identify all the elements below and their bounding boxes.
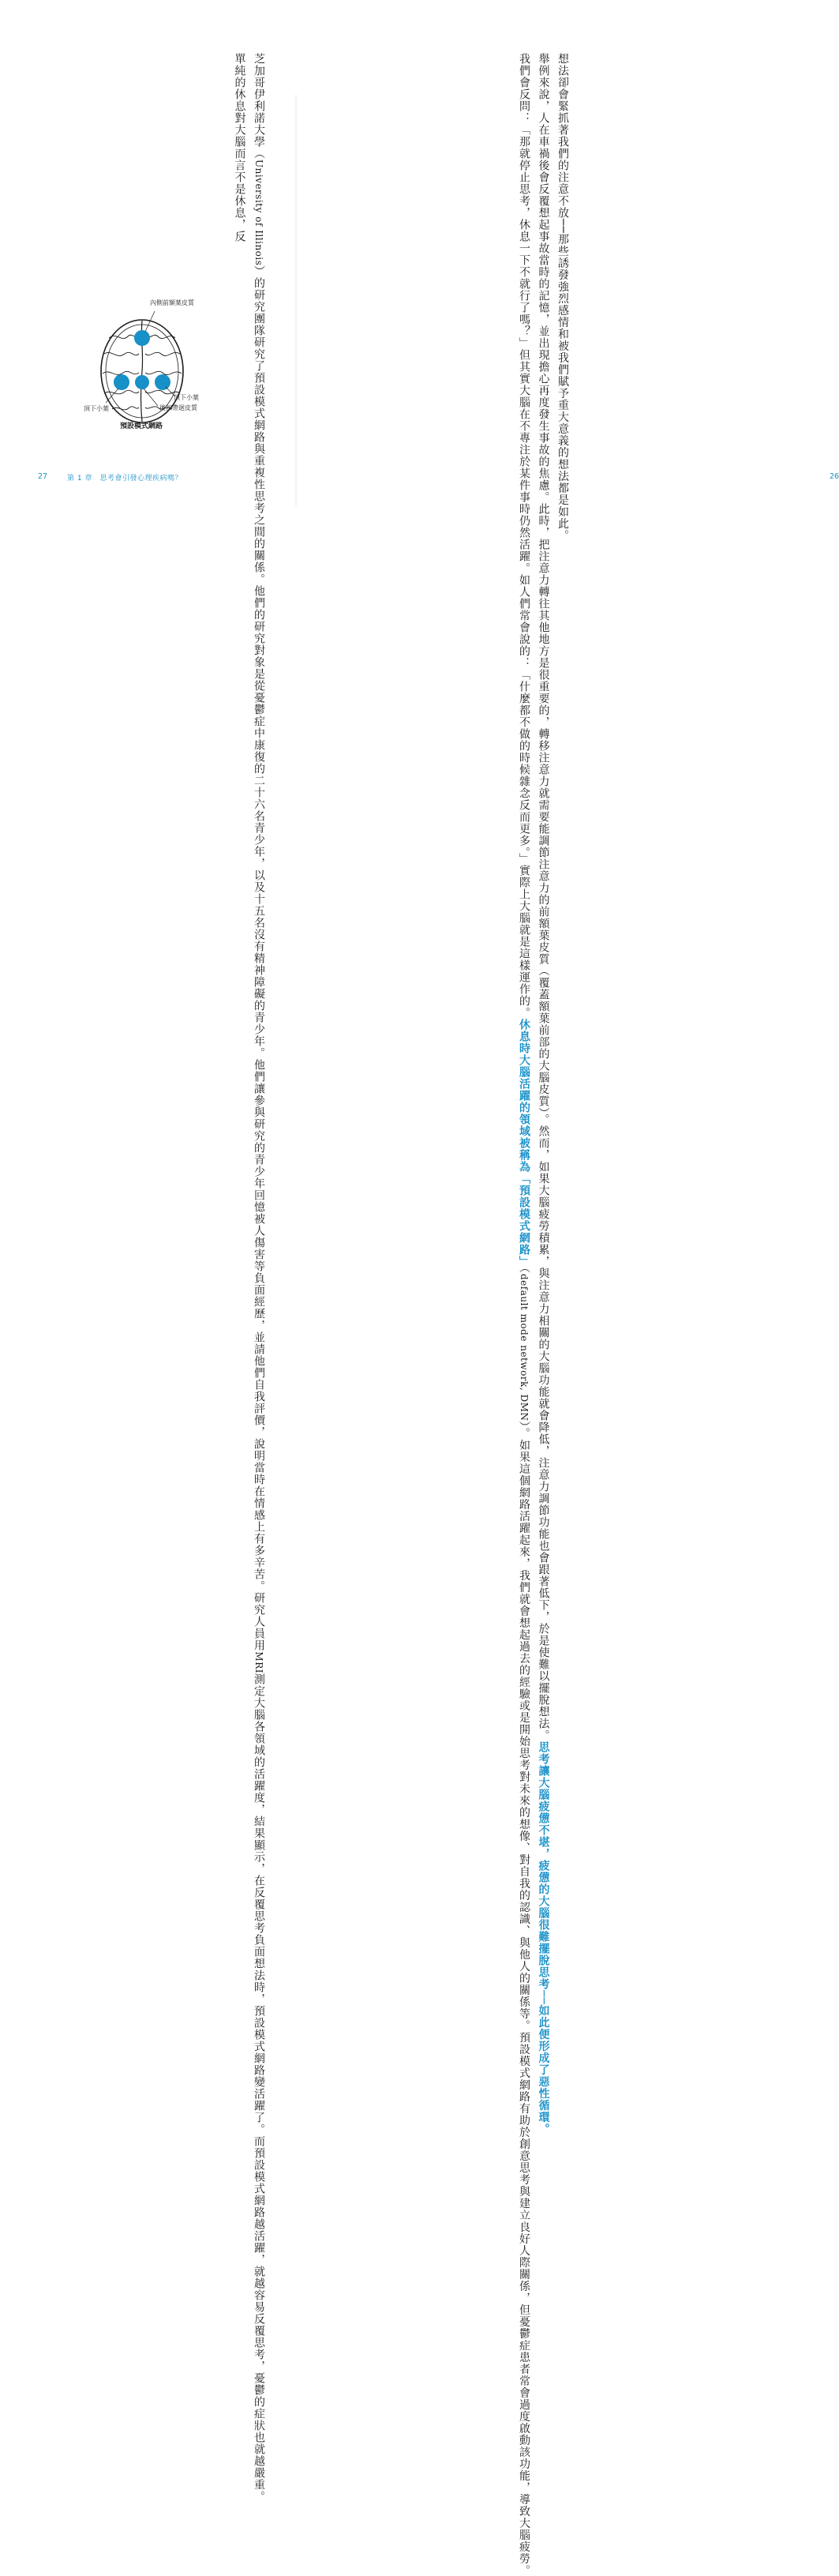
gyrus-line: [145, 371, 182, 374]
paragraph: [249, 41, 269, 2503]
body-text: 舉例來說，人在車禍後會反覆想起事故當時的記憶，並出現擔心再度發生事故的焦慮。此時，把注意力轉往其他地方是很重要的，轉移注意力就需要能調節注意力的前額葉皮質（覆蓋額葉前部的大腦皮質）。然而，如果大腦疲勞積累，與注意力相關的大腦功能就會降低，注意力調節功能也會跟著低下，於是使難以擺脫想法。: [537, 53, 550, 1741]
gyrus-line: [104, 352, 139, 355]
body-text: ）的研究團隊研究了預設模式網路與重複性思考之間的關係。他們的研究對象是從憂鬱症中康復的二十六名青少年，以及十五名沒有精神障礙的青少年。他們讓參與研究的青少年回憶被人傷害等負面經歷，並請他們自我評價，說明當時在情感上有多辛苦。研究人員用: [253, 265, 265, 1652]
body-text: ）。如果這個網路活躍起來，我們就會想起過去的經驗或是開始思考對未來的想像、對自我的認識、與他人的關係等。預設模式網路有助於創意思考與建立良好人際關係，但憂鬱症患者常會過度啟動該功能，導致大腦疲勞。: [518, 1421, 530, 2576]
highlighted-text: 休息時大腦活躍的領域被稱為「預設模式網路」: [518, 1019, 530, 1267]
body-text: （: [518, 1267, 530, 1274]
highlighted-text: 思考讓大腦疲憊不堪，疲憊的大腦很難擺脫思考──如此便形成了惡性循環。: [537, 1741, 550, 2135]
medial-prefrontal-region: [134, 330, 150, 346]
label-inferior-parietal-right: 頂下小葉: [174, 394, 199, 401]
gyrus-line: [145, 352, 180, 355]
label-posterior-cingulate: 後扣帶迴皮質: [159, 404, 197, 411]
page-number-right: 26: [830, 472, 839, 481]
default-mode-network-figure: [84, 299, 217, 433]
right-page: [296, 0, 839, 2576]
body-text: 單純的休息對大腦而言不是休息，反: [233, 53, 246, 242]
brain-diagram: [87, 314, 217, 433]
label-medial-prefrontal: 內側前額葉皮質: [150, 299, 194, 306]
paragraph: [534, 41, 553, 2135]
gyrus-line: [112, 407, 139, 410]
gyrus-line: [103, 371, 139, 374]
page-number-left: 27: [38, 472, 48, 481]
latin-text: University of Illinois: [253, 160, 264, 266]
latin-text: MRI: [253, 1651, 264, 1673]
label-inferior-parietal-left: 頂下小葉: [84, 405, 109, 412]
gyrus-line: [104, 390, 139, 394]
posterior-cingulate-region: [135, 375, 149, 389]
body-text: 測定大腦各領域的活躍度，結果顯示，在反覆思考負面想法時，預設模式網路變活躍了。而預設模式網路越活躍，就越容易反覆思考，憂鬱的症狀也就越嚴重。: [253, 1673, 265, 2503]
right-inferior-parietal-region: [155, 374, 170, 390]
right-page-body: [320, 41, 572, 2576]
figure-caption: 預設模式網路: [120, 422, 163, 430]
left-inferior-parietal-region: [114, 374, 129, 390]
left-page: [0, 0, 296, 2503]
paragraph: [515, 41, 534, 2576]
body-text: 芝加哥伊利諾大學（: [253, 53, 265, 160]
body-text: 我們會反問：「那就停止思考，休息一下不就行了嗎？」但其實大腦在不專注於某件事時仍然活躍。如人們常會說的：「什麼都不做的時候雜念反而更多。」實際上大腦就是這樣運作的。: [518, 53, 530, 1019]
paragraph: [230, 41, 249, 303]
paragraph: [553, 41, 573, 542]
body-text: 想法卻會緊抓著我們的注意不放──那些誘發強烈感情和被我們賦予重大意義的想法都是如此。: [556, 53, 569, 542]
leader-line: [106, 389, 118, 403]
running-header: 第 1 章 思考會引發心理疾病嗎？: [67, 475, 182, 483]
latin-text: default mode network, DMN: [519, 1274, 530, 1421]
